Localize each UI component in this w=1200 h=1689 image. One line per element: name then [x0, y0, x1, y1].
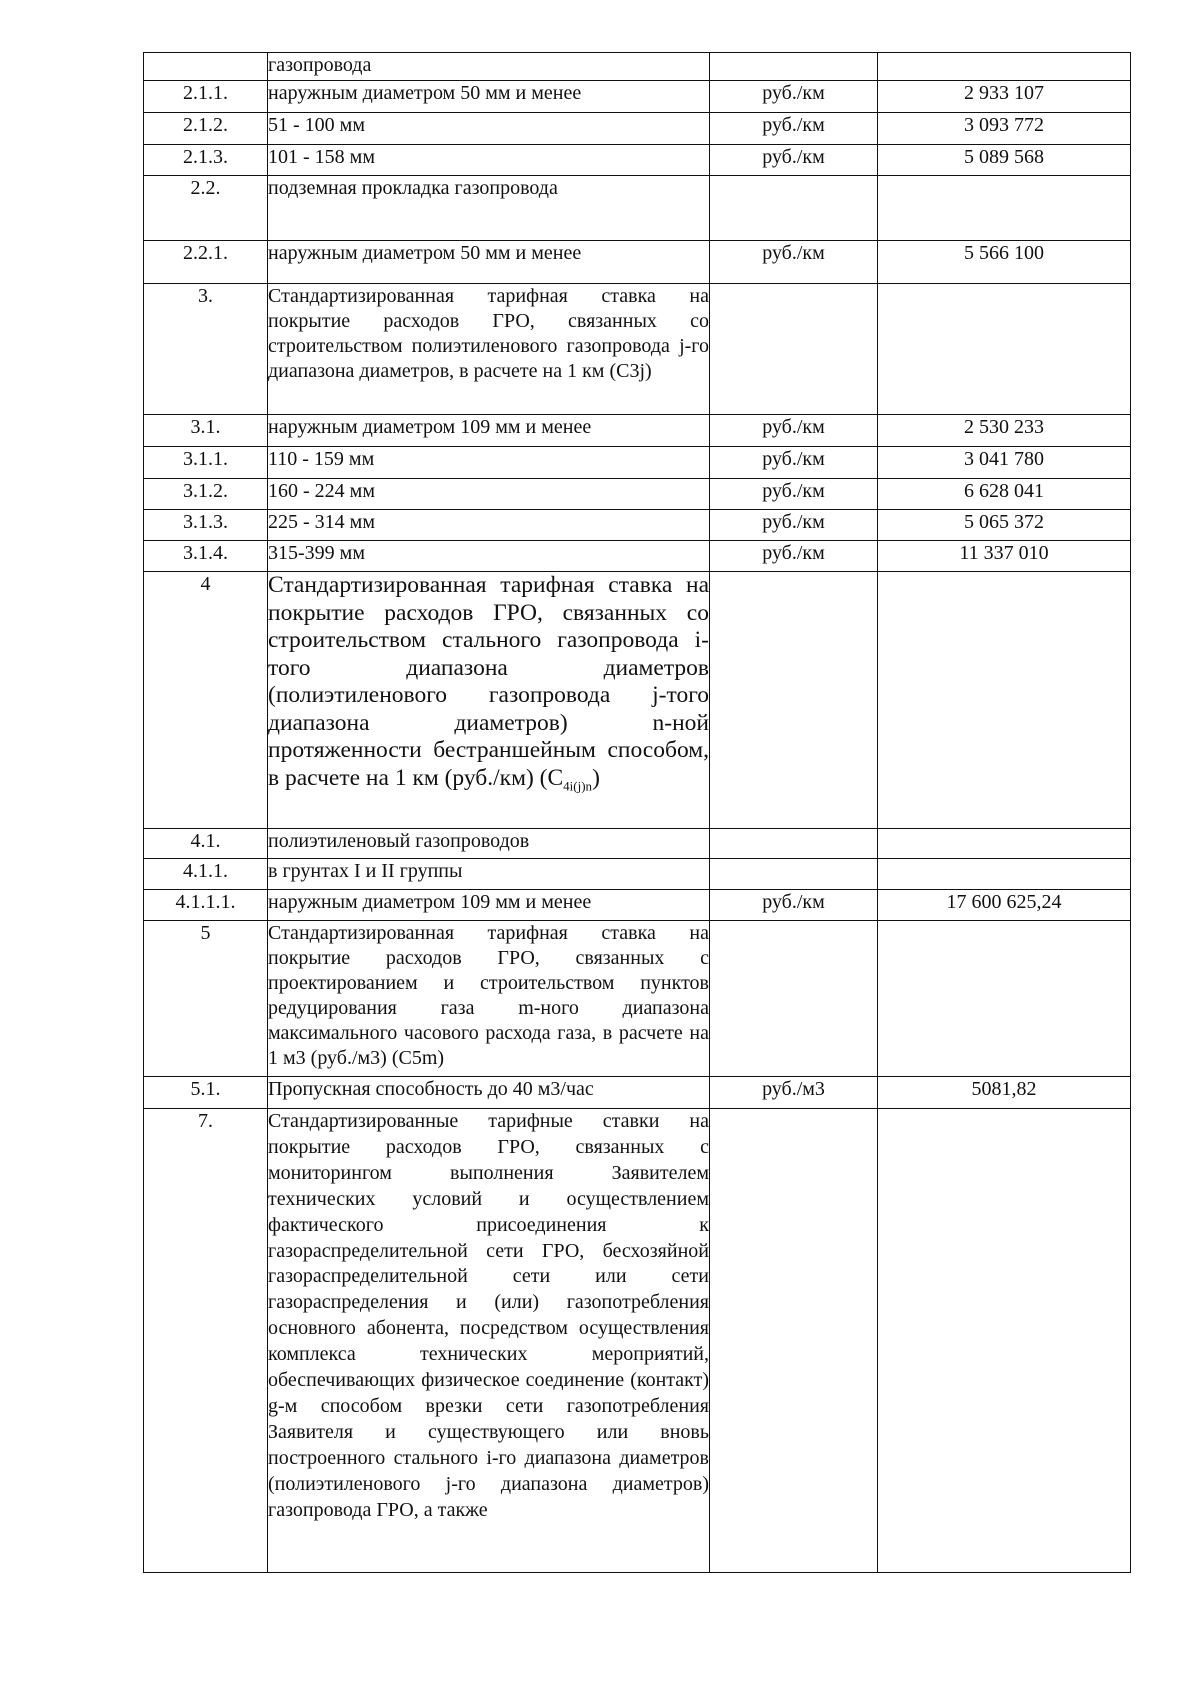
row-unit: [710, 176, 878, 241]
row-description: 51 - 100 мм: [268, 113, 710, 145]
row-unit: руб./км: [710, 241, 878, 284]
row-description-end: ): [592, 764, 600, 791]
table-row: [144, 53, 1131, 81]
row-number: 2.1.1.: [144, 81, 268, 113]
table-row: [144, 241, 1131, 284]
row-number: 4.1.: [144, 829, 268, 859]
row-number: 2.2.1.: [144, 241, 268, 284]
row-unit: руб./км: [710, 890, 878, 921]
row-description: наружным диаметром 109 мм и менее: [268, 890, 710, 921]
row-unit: [710, 284, 878, 415]
row-value: 17 600 625,24: [878, 890, 1131, 921]
row-description: в грунтах I и II группы: [268, 859, 710, 890]
row-value: 5 089 568: [878, 145, 1131, 176]
row-value: 2 933 107: [878, 81, 1131, 113]
row-description: Стандартизированная тарифная ставка на покрытие расходов ГРО, связанных с проектированием и строительством пунктов редуцирования газа m-ного диапазона максимального часового расхода газа, в расчете на 1 м3 (руб./м3) (С5m): [268, 921, 710, 1077]
row-description-text: Стандартизированная тарифная ставка на покрытие расходов ГРО, связанных со строительством стального газопровода i-того диапазона диаметров (полиэтиленового газопровода j-того диапазона диаметров) n-ной протяженности бестраншейным способом, в расчете на 1 км (руб./км) (С: [268, 572, 709, 791]
row-unit: руб./км: [710, 415, 878, 447]
row-number: 3.1.3.: [144, 510, 268, 541]
row-description: наружным диаметром 109 мм и менее: [268, 415, 710, 447]
row-unit: руб./км: [710, 81, 878, 113]
row-description: [268, 572, 710, 829]
row-unit: [710, 53, 878, 81]
row-number: 3.1.: [144, 415, 268, 447]
row-value: [878, 53, 1131, 81]
row-unit: руб./км: [710, 510, 878, 541]
row-value: [878, 572, 1131, 829]
table-row: [144, 415, 1131, 447]
table-row: [144, 829, 1131, 859]
table-row: [144, 921, 1131, 1077]
row-number: 7.: [144, 1109, 268, 1573]
row-number: 2.2.: [144, 176, 268, 241]
row-unit: руб./км: [710, 541, 878, 572]
row-description-subscript: 4i(j)n: [563, 778, 593, 794]
row-description: Стандартизированные тарифные ставки на покрытие расходов ГРО, связанных с мониторингом выполнения Заявителем технических условий и осуществлением фактического присоединения к газораспределительной сети ГРО, бесхозяйной газораспределительной сети или сети газораспределения и (или) газопотребления основного абонента, посредством осуществления комплекса технических мероприятий, обеспечивающих физическое соединение (контакт) g-м способом врезки сети газопотребления Заявителя и существующего или вновь построенного стального i-го диапазона диаметров (полиэтиленового j-го диапазона диаметров) газопровода ГРО, а также: [268, 1109, 710, 1573]
row-description: 160 - 224 мм: [268, 479, 710, 510]
row-description: полиэтиленовый газопроводов: [268, 829, 710, 859]
row-number: 4.1.1.: [144, 859, 268, 890]
table-row: [144, 113, 1131, 145]
row-number: 3.1.2.: [144, 479, 268, 510]
table-row: [144, 479, 1131, 510]
table-row: [144, 1109, 1131, 1573]
row-description: 101 - 158 мм: [268, 145, 710, 176]
row-value: 5 065 372: [878, 510, 1131, 541]
row-value: 6 628 041: [878, 479, 1131, 510]
table-row: [144, 447, 1131, 479]
row-description: 225 - 314 мм: [268, 510, 710, 541]
row-unit: [710, 829, 878, 859]
row-unit: руб./км: [710, 479, 878, 510]
row-value: [878, 284, 1131, 415]
row-unit: [710, 1109, 878, 1573]
table-row: [144, 859, 1131, 890]
row-description: наружным диаметром 50 мм и менее: [268, 81, 710, 113]
table-row: [144, 510, 1131, 541]
row-number: 3.1.1.: [144, 447, 268, 479]
tariff-table: [143, 52, 1131, 1573]
row-number: 3.1.4.: [144, 541, 268, 572]
row-number: 2.1.3.: [144, 145, 268, 176]
row-description: газопровода: [268, 53, 710, 81]
table-row: [144, 572, 1131, 829]
row-value: [878, 176, 1131, 241]
row-value: [878, 829, 1131, 859]
row-unit: [710, 572, 878, 829]
row-number: 5: [144, 921, 268, 1077]
row-description: Стандартизированная тарифная ставка на покрытие расходов ГРО, связанных со строительством полиэтиленового газопровода j-го диапазона диаметров, в расчете на 1 км (С3j): [268, 284, 710, 415]
row-unit: руб./км: [710, 447, 878, 479]
table-row: [144, 284, 1131, 415]
table-row: [144, 81, 1131, 113]
row-value: [878, 921, 1131, 1077]
row-number: 4: [144, 572, 268, 829]
row-number: 4.1.1.1.: [144, 890, 268, 921]
table-row: [144, 541, 1131, 572]
table-row: [144, 145, 1131, 176]
row-value: 3 093 772: [878, 113, 1131, 145]
row-unit: руб./км: [710, 113, 878, 145]
table-row: [144, 890, 1131, 921]
row-description: подземная прокладка газопровода: [268, 176, 710, 241]
row-number: 3.: [144, 284, 268, 415]
row-value: [878, 859, 1131, 890]
row-unit: руб./км: [710, 145, 878, 176]
row-number: 2.1.2.: [144, 113, 268, 145]
table-row: [144, 176, 1131, 241]
row-value: 5081,82: [878, 1077, 1131, 1109]
row-value: [878, 1109, 1131, 1573]
row-number: [144, 53, 268, 81]
row-unit: [710, 921, 878, 1077]
row-description: 315-399 мм: [268, 541, 710, 572]
table-row: [144, 1077, 1131, 1109]
row-value: 5 566 100: [878, 241, 1131, 284]
row-value: 2 530 233: [878, 415, 1131, 447]
row-description: наружным диаметром 50 мм и менее: [268, 241, 710, 284]
row-unit: [710, 859, 878, 890]
row-unit: руб./м3: [710, 1077, 878, 1109]
row-description: Пропускная способность до 40 м3/час: [268, 1077, 710, 1109]
row-number: 5.1.: [144, 1077, 268, 1109]
row-description: 110 - 159 мм: [268, 447, 710, 479]
row-value: 3 041 780: [878, 447, 1131, 479]
row-value: 11 337 010: [878, 541, 1131, 572]
